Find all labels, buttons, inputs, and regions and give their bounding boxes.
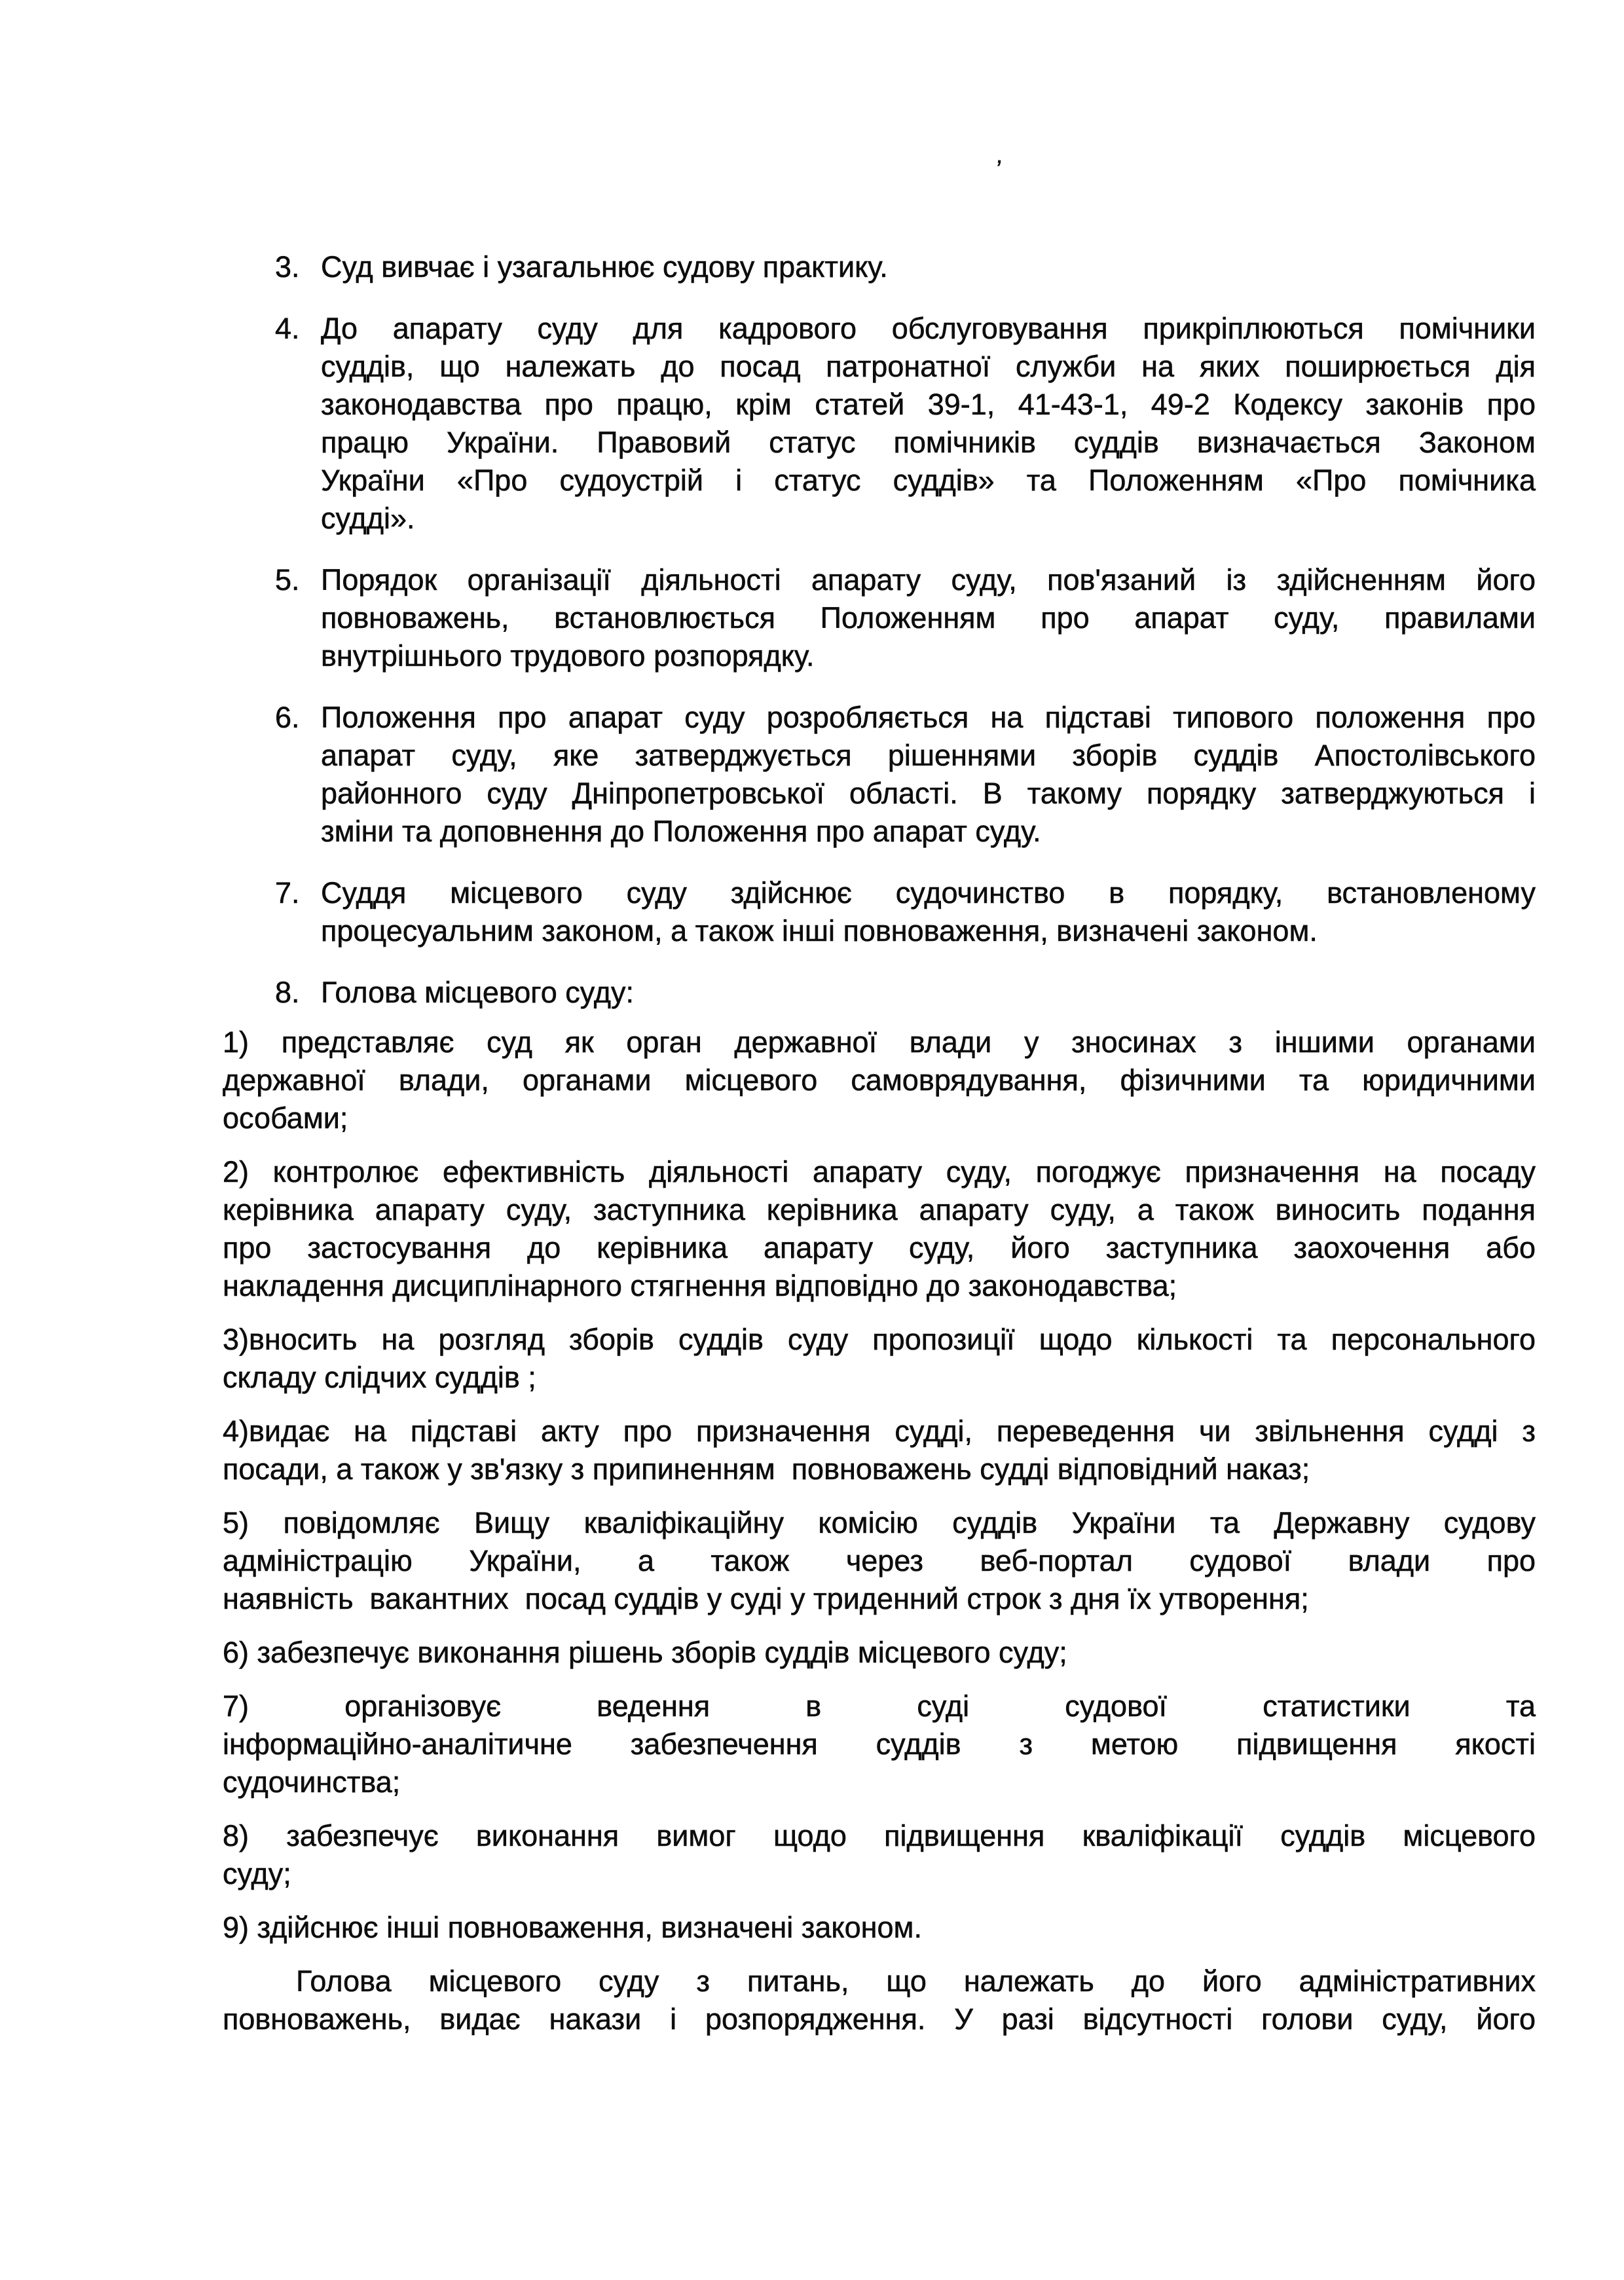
numbered-item bbox=[275, 699, 1536, 851]
text-line: внутрішнього трудового розпорядку. bbox=[321, 639, 815, 672]
text-line: районного суду Дніпропетровської області. В такому порядку затверджуються і bbox=[321, 777, 1536, 810]
numbered-item bbox=[275, 310, 1536, 538]
text-line: накладення дисциплінарного стягнення відповідно до законодавства; bbox=[223, 1269, 1177, 1302]
text-line bbox=[275, 699, 1536, 737]
text-line: особами; bbox=[223, 1101, 348, 1135]
item-text: Суд вивчає і узагальнює судову практику. bbox=[321, 250, 888, 284]
paragraph bbox=[223, 1023, 1536, 1137]
text-line: інформаційно-аналітичне забезпечення суддів з метою підвищення якості bbox=[223, 1727, 1536, 1761]
item-number: 3. bbox=[275, 250, 300, 284]
item-text: Положення про апарат суду розробляється на підставі типового положення про bbox=[321, 701, 1536, 734]
text-line: судочинства; bbox=[223, 1765, 401, 1799]
text-line: повноважень, встановлюється Положенням про апарат суду, правилами bbox=[321, 601, 1536, 634]
item-text: Порядок організації діяльності апарату суду, пов'язаний із здійсненням його bbox=[321, 563, 1536, 597]
text-line: керівника апарату суду, заступника керівника апарату суду, а також виносить подання bbox=[223, 1193, 1536, 1226]
text-line bbox=[275, 561, 1536, 599]
text-line: працю України. Правовий статус помічників суддів визначається Законом bbox=[321, 426, 1536, 459]
text-line: судді». bbox=[321, 502, 415, 535]
item-number: 7. bbox=[275, 876, 300, 910]
text-line bbox=[275, 248, 1536, 286]
numbered-item bbox=[275, 974, 1536, 1012]
text-line: 2) контролює ефективність діяльності апарату суду, погоджує призначення на посаду bbox=[223, 1155, 1536, 1188]
text-line: повноважень, видає накази і розпорядження. У разі відсутності голови суду, його bbox=[223, 2002, 1536, 2036]
item-number: 8. bbox=[275, 976, 300, 1009]
numbered-item bbox=[275, 874, 1536, 950]
text-line: суду; bbox=[223, 1857, 291, 1890]
text-line: про застосування до керівника апарату суду, його заступника заохочення або bbox=[223, 1231, 1536, 1264]
text-line bbox=[275, 310, 1536, 348]
numbered-item bbox=[275, 561, 1536, 675]
text-line: державної влади, органами місцевого самоврядування, фізичними та юридичними bbox=[223, 1063, 1536, 1097]
text-line bbox=[275, 974, 1536, 1012]
text-line bbox=[275, 874, 1536, 912]
item-text: До апарату суду для кадрового обслуговування прикріплюються помічники bbox=[321, 312, 1536, 345]
item-text: Голова місцевого суду: bbox=[321, 976, 634, 1009]
paragraph bbox=[223, 1153, 1536, 1305]
text-line: 1) представляє суд як орган державної влади у зносинах з іншими органами bbox=[223, 1025, 1536, 1059]
paragraph bbox=[223, 1817, 1536, 1893]
text-line: 3)вносить на розгляд зборів суддів суду пропозиції щодо кількості та персонального bbox=[223, 1323, 1536, 1356]
item-number: 5. bbox=[275, 563, 300, 597]
text-line: адміністрацію України, а також через веб-портал судової влади про bbox=[223, 1544, 1536, 1577]
text-line: 5) повідомляє Вищу кваліфікаційну комісію суддів України та Державну судову bbox=[223, 1506, 1536, 1539]
paragraph bbox=[223, 1412, 1536, 1488]
text-line: 7) організовує ведення в суді судової статистики та bbox=[223, 1689, 1536, 1723]
text-line: зміни та доповнення до Положення про апарат суду. bbox=[321, 815, 1041, 848]
text-line: апарат суду, яке затверджується рішеннями зборів суддів Апостолівського bbox=[321, 739, 1536, 772]
paragraph bbox=[223, 1687, 1536, 1801]
item-text: Суддя місцевого суду здійснює судочинство в порядку, встановленому bbox=[321, 876, 1536, 910]
paragraph bbox=[223, 1962, 1536, 2038]
numbered-item bbox=[275, 248, 1536, 286]
text-line: суддів, що належать до посад патронатної служби на яких поширюється дія bbox=[321, 350, 1536, 383]
item-number: 6. bbox=[275, 701, 300, 734]
text-line: складу слідчих суддів ; bbox=[223, 1361, 536, 1394]
scan-artifact-mark: ’ bbox=[993, 155, 1003, 184]
text-line: 9) здійснює інші повноваження, визначені законом. bbox=[223, 1911, 922, 1944]
paragraph bbox=[223, 1504, 1536, 1618]
text-line: законодавства про працю, крім статей 39-1, 41-43-1, 49-2 Кодексу законів про bbox=[321, 388, 1536, 421]
text-line: Голова місцевого суду з питань, що належать до його адміністративних bbox=[296, 1964, 1536, 1998]
text-line: 8) забезпечує виконання вимог щодо підвищення кваліфікації суддів місцевого bbox=[223, 1819, 1536, 1852]
text-line: наявність вакантних посад суддів у суді у триденний строк з дня їх утворення; bbox=[223, 1582, 1309, 1615]
paragraph bbox=[223, 1634, 1536, 1672]
text-line: посади, а також у зв'язку з припиненням повноважень судді відповідний наказ; bbox=[223, 1452, 1310, 1486]
text-line: 6) забезпечує виконання рішень зборів суддів місцевого суду; bbox=[223, 1636, 1067, 1669]
text-line: 4)видає на підставі акту про призначення судді, переведення чи звільнення судді з bbox=[223, 1414, 1536, 1448]
text-line: України «Про судоустрій і статус суддів» та Положенням «Про помічника bbox=[321, 464, 1536, 497]
item-number: 4. bbox=[275, 312, 300, 345]
paragraph bbox=[223, 1909, 1536, 1947]
paragraph bbox=[223, 1321, 1536, 1397]
document-blocks bbox=[223, 248, 1536, 2054]
text-line: процесуальним законом, а також інші повноваження, визначені законом. bbox=[321, 914, 1318, 947]
